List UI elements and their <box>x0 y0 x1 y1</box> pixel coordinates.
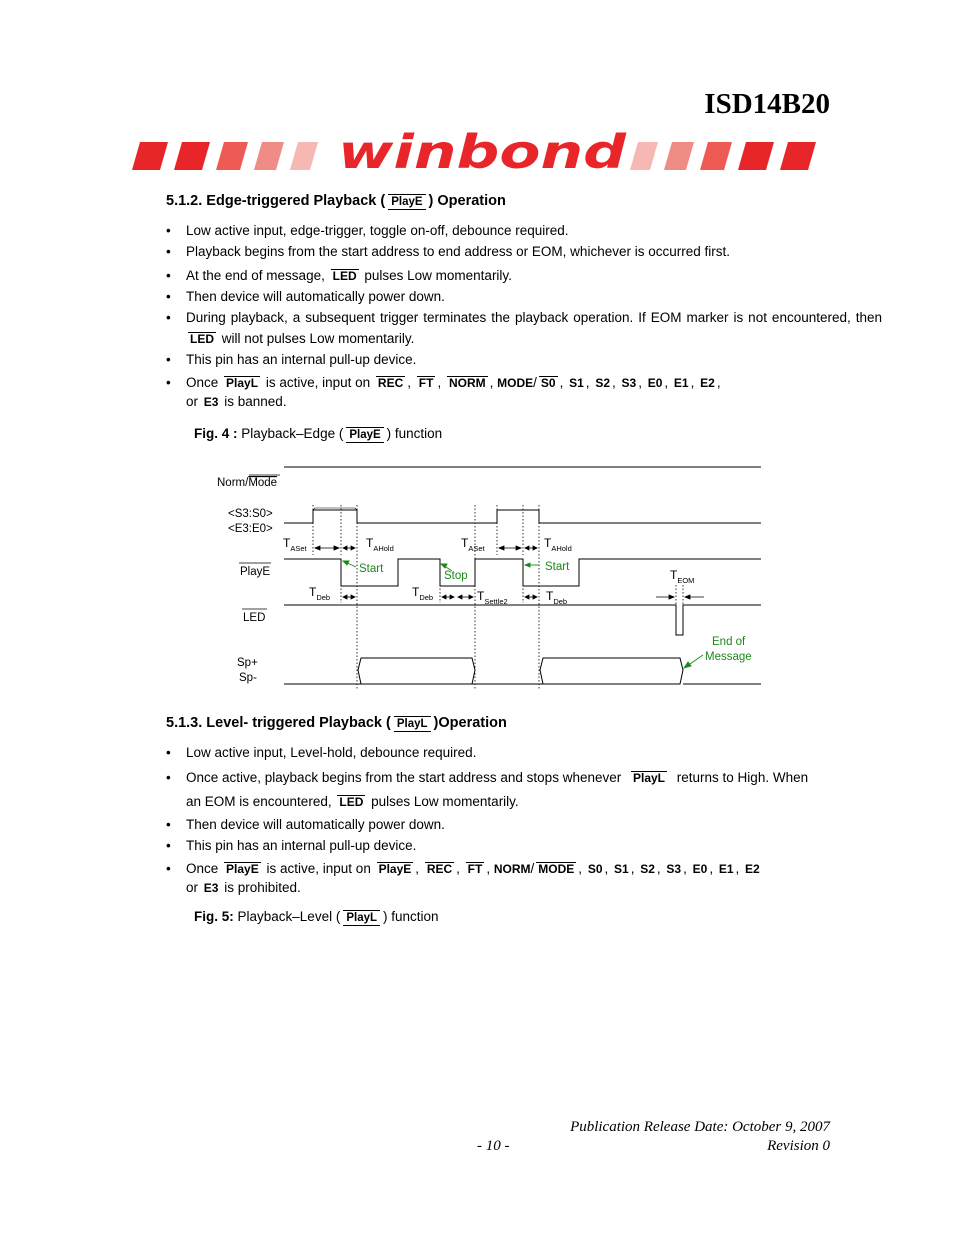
list-item: • This pin has an internal pull-up device. <box>166 835 882 856</box>
level-bullet-list <box>166 742 882 897</box>
svg-text:TDeb: $T_{Deb}$ <box>309 585 331 602</box>
section-heading-edge: 5.1.2. Edge-triggered Playback ( PlayE ) Operation <box>166 193 506 209</box>
end-of-message-label-1: End of <box>712 636 746 648</box>
revision: Revision 0 <box>767 1138 830 1154</box>
e3e0-label: <E3:E0> <box>228 523 273 535</box>
list-item: • Then device will automatically power down. <box>166 814 882 835</box>
sp-plus-label: Sp+ <box>237 657 258 669</box>
led-trace <box>284 605 761 635</box>
norm-mode-label: Norm/Mode <box>217 477 278 489</box>
list-item: • Low active input, Level-hold, debounce required. <box>166 742 882 763</box>
stop-label: Stop <box>444 570 468 582</box>
heading-pin: PlayL <box>394 716 431 732</box>
start-label-1: Start <box>359 563 384 575</box>
list-item: • Once active, playback begins from the start address and stops whenever PlayL returns to High. When an EOM is encountered, LED pulses Low momentarily. <box>166 766 882 814</box>
list-item: • During playback, a subsequent trigger terminates the playback operation. If EOM marker is not encountered, then LED will not pulses Low momentarily. <box>166 307 882 349</box>
list-item: • At the end of message, LED pulses Low momentarily. <box>166 265 882 286</box>
list-item: • Once PlayL is active, input on REC , FT , NORM , MODE/ S0 , S1 , S2 , S3 , E0 , E1 , E2 , or E3 is banned. <box>166 373 882 411</box>
list-item: • Then device will automatically power down. <box>166 286 882 307</box>
list-item: • Playback begins from the start address to end address or EOM, whichever is occurred first. <box>166 241 882 262</box>
led-label: LED <box>243 612 266 624</box>
svg-text:TEOM: $T_{EOM}$ <box>670 568 695 585</box>
address-bus-trace <box>284 510 761 523</box>
logo-wordmark: winbond <box>338 130 628 172</box>
heading-pin: PlayE <box>388 194 425 210</box>
s3s0-label: <S3:S0> <box>228 508 273 520</box>
list-item: • Low active input, edge-trigger, toggle on-off, debounce required. <box>166 220 882 241</box>
start-label-2: Start <box>545 561 570 573</box>
edge-bullet-list <box>166 220 882 411</box>
sp-minus-label: Sp- <box>239 672 257 684</box>
list-item: • This pin has an internal pull-up device. <box>166 349 882 370</box>
page-number: - 10 - <box>477 1138 510 1154</box>
winbond-logo <box>126 130 831 172</box>
release-date: Publication Release Date: October 9, 2007 <box>570 1119 830 1135</box>
figure-4-caption: Fig. 4 : Playback–Edge ( PlayE ) function <box>194 426 443 441</box>
svg-text:TDeb: $T_{Deb}$ <box>546 589 568 606</box>
svg-text:TASet: $T_{ASet}$ <box>461 536 485 553</box>
svg-text:TDeb: $T_{Deb}$ <box>412 585 434 602</box>
svg-text:TAHold: $T_{AHold}$ <box>544 536 572 553</box>
end-of-message-label-2: Message <box>705 651 752 663</box>
svg-text:TASet: $T_{ASet}$ <box>283 536 307 553</box>
svg-text:TSettle2: $T_{Settle2}$ <box>477 589 508 606</box>
list-item: • Once PlayE is active, input on PlayE , REC , FT , NORM/ MODE , S0 , S1 , S2 , S3 , E0 , E1 , E2 or E3 is prohibited. <box>166 859 882 897</box>
playe-label: PlayE <box>240 566 271 578</box>
timing-diagram <box>200 455 770 695</box>
svg-text:TAHold: $T_{AHold}$ <box>366 536 394 553</box>
document-title: ISD14B20 <box>704 88 830 120</box>
figure-5-caption: Fig. 5: Playback–Level ( PlayL ) function <box>194 909 439 924</box>
section-heading-level: 5.1.3. Level- triggered Playback ( PlayL )Operation <box>166 715 507 731</box>
